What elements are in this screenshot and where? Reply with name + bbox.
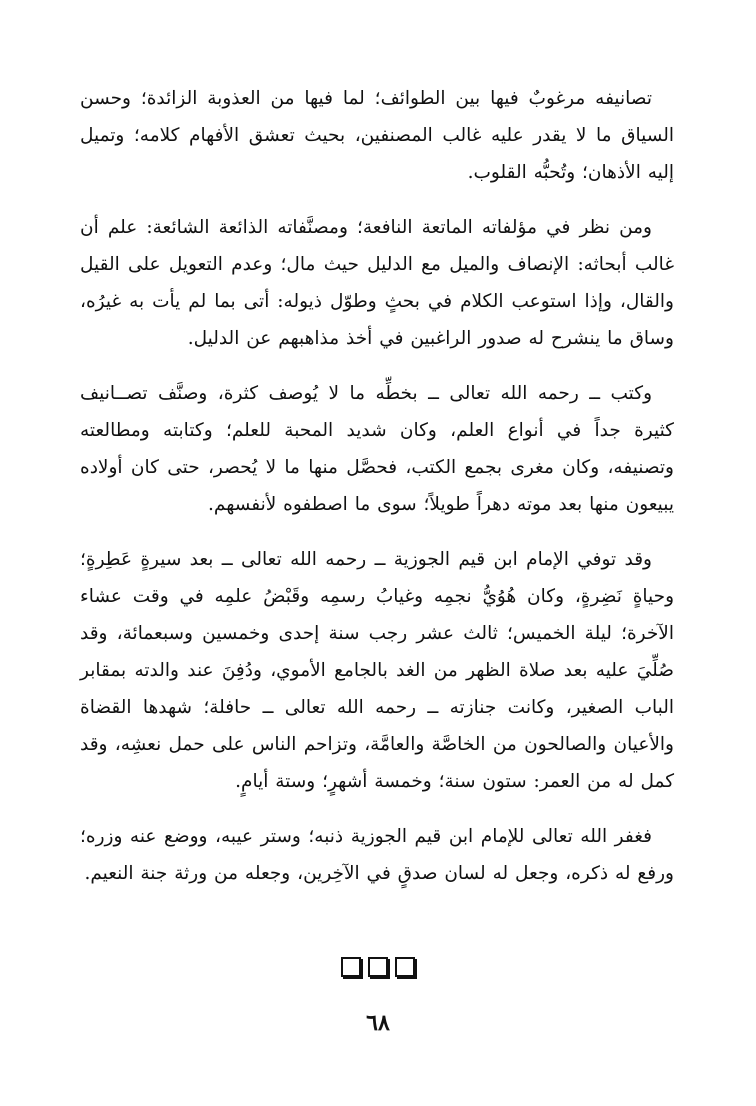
hollow-square-icon: [395, 957, 415, 977]
paragraph-writing: وكتب ــ رحمه الله تعالى ــ بخطِّه ما لا يُوصف كثرة، وصنَّف تصــانيف كثيرة جداً في أنواع العلم، وكان شديد المحبة للعلم؛ وكتابته ومطالعته وتصنيفه، وكان مغرى بجمع الكتب، فحصَّل منها ما لا يُحصر، حتى كان أولاده يبيعون منها بعد موته دهراً طويلاً؛ سوى ما اصطفوه لأنفسهم.: [80, 383, 674, 515]
hollow-square-icon: [368, 957, 388, 977]
paragraph-works: ومن نظر في مؤلفاته الماتعة النافعة؛ ومصنَّفاته الذائعة الشائعة: علم أن غالب أبحاثه: الإنصاف والميل مع الدليل حيث مال؛ وعدم التعويل على القيل والقال، وإذا استوعب الكلام في بحثٍ وطوّل ذيوله: أتى بما لم يأت به غيرُه، وساق ما ينشرح له صدور الراغبين في أخذ مذاهبهم عن الدليل.: [80, 217, 674, 349]
paragraph-compositions: تصانيفه مرغوبٌ فيها بين الطوائف؛ لما فيها من العذوبة الزائدة؛ وحسن السياق ما لا يقدر عليه غالب المصنفين، بحيث تعشق الأفهام كلامه؛ وتميل إليه الأذهان؛ وتُحبُّه القلوب.: [80, 88, 674, 183]
section-divider: [0, 957, 756, 977]
paragraph-death: وقد توفي الإمام ابن قيم الجوزية ــ رحمه الله تعالى ــ بعد سيرةٍ عَطِرةٍ؛ وحياةٍ نَضِرةٍ، وكان هُوُيُّ نجمِه وغيابُ رسمِه وقَبْضُ علمِه في وقت عشاء الآخرة؛ ليلة الخميس؛ ثالث عشر رجب سنة إحدى وخمسين وسبعمائة، وقد صُلِّيَ عليه بعد صلاة الظهر من الغد بالجامع الأموي، ودُفِنَ عند والدته بمقابر الباب الصغير، وكانت جنازته ــ رحمه الله تعالى ــ حافلة؛ شهدها القضاة والأعيان والصالحون من الخاصَّة والعامَّة، وتزاحم الناس على حمل نعشِه، وقد كمل له من العمر: ستون سنة؛ وخمسة أشهرٍ؛ وستة أيامٍ.: [80, 549, 674, 792]
main-text: [80, 80, 674, 910]
paragraph-prayer: فغفر الله تعالى للإمام ابن قيم الجوزية ذنبه؛ وستر عيبه، ووضع عنه وزره؛ ورفع له ذكره، وجعل له لسان صدقٍ في الآخِرين، وجعله من ورثة جنة النعيم.: [80, 826, 674, 884]
hollow-square-icon: [341, 957, 361, 977]
page-number: ٦٨: [366, 1010, 390, 1036]
